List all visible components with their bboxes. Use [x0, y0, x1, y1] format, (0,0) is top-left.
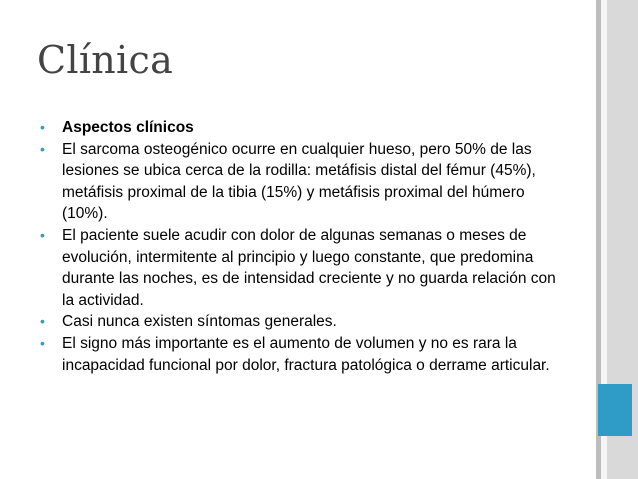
- accent-square: [598, 384, 632, 436]
- bullet-text: Casi nunca existen síntomas generales.: [62, 313, 337, 331]
- bullet-item: [40, 139, 560, 225]
- bullet-text: Aspectos clínicos: [62, 119, 194, 136]
- bullet-text: El sarcoma osteogénico ocurre en cualquier hueso, pero 50% de las lesiones se ubica cerca de la rodilla: metáfisis distal del fémur (45%), metáfisis proximal de la tibia (15%) y metáfisis proximal del húmero (10%).: [62, 140, 536, 223]
- bullet-text: El paciente suele acudir con dolor de algunas semanas o meses de evolución, intermitente al principio y luego constante, que predomina durante las noches, es de intensidad creciente y no guarda relación con la actividad.: [62, 226, 556, 309]
- bullet-icon: •: [40, 226, 45, 243]
- bullet-item: [40, 333, 560, 376]
- bullet-icon: •: [40, 334, 45, 351]
- bullet-item: [40, 311, 560, 333]
- bullet-text: El signo más importante es el aumento de volumen y no es rara la incapacidad funcional por dolor, fractura patológica o derrame articular.: [62, 334, 550, 374]
- bullet-item: [40, 225, 560, 311]
- bullet-icon: •: [40, 119, 45, 135]
- bullet-icon: •: [40, 140, 45, 157]
- slide-title: Clínica: [37, 38, 174, 82]
- bullet-icon: •: [40, 313, 45, 330]
- bullet-item: [40, 117, 560, 139]
- bullet-list: [40, 117, 560, 376]
